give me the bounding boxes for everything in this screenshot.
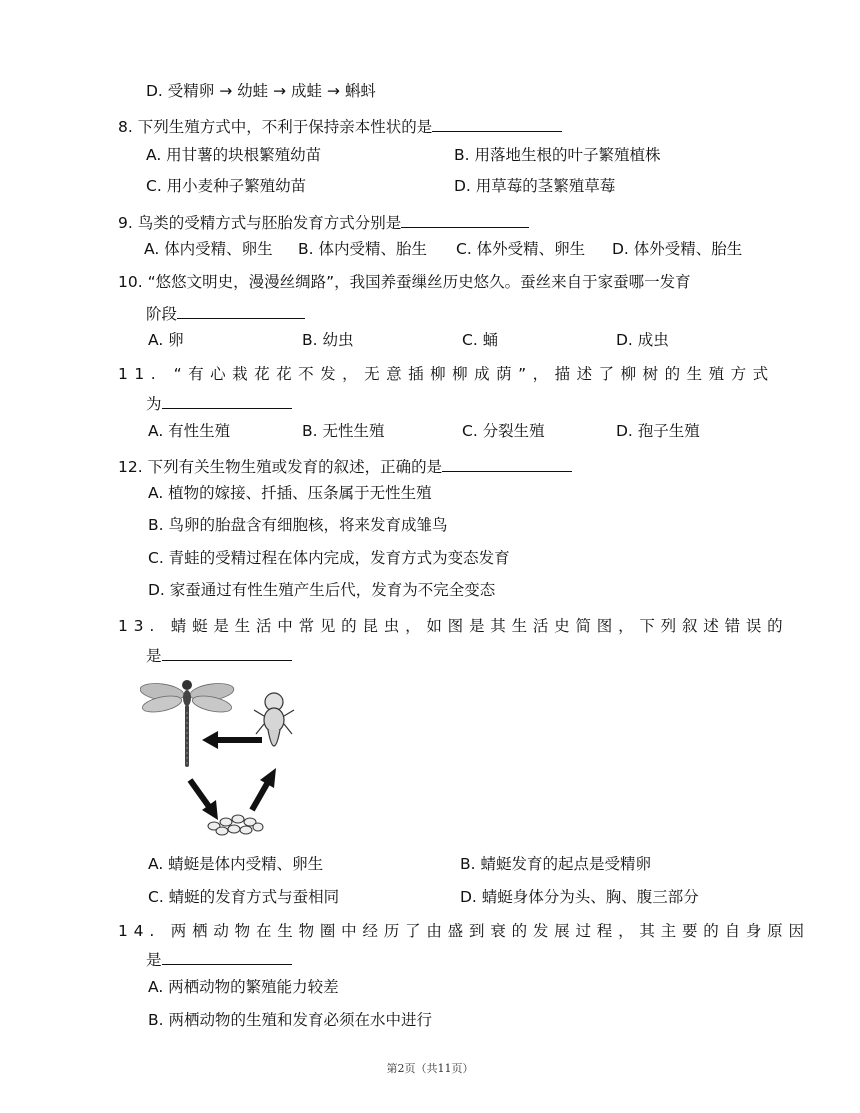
q9-option-a: A. 体内受精、卵生 — [144, 240, 273, 258]
q12-option-b: B. 鸟卵的胎盘含有细胞核，将来发育成雏鸟 — [148, 516, 448, 534]
q13-option-c: C. 蜻蜓的发育方式与蚕相同 — [148, 888, 340, 906]
answer-blank[interactable] — [432, 115, 562, 132]
q11-stem-line2: 为 — [146, 392, 292, 415]
q9-stem: 9. 鸟类的受精方式与胚胎发育方式分别是 — [118, 211, 529, 234]
q14-option-b: B. 两栖动物的生殖和发育必须在水中进行 — [148, 1011, 432, 1029]
arrow-larva-to-adult — [202, 731, 262, 749]
q10-option-b: B. 幼虫 — [302, 331, 354, 349]
q10-stem-line1: 10. “悠悠文明史，漫漫丝绸路”，我国养蚕缫丝历史悠久。蚕丝来自于家蚕哪一发育 — [118, 273, 691, 291]
q10-stem-line2: 阶段 — [146, 302, 305, 325]
q13-option-a: A. 蜻蜓是体内受精、卵生 — [148, 855, 324, 873]
page-footer: 第2页（共11页） — [386, 1062, 474, 1075]
q11-stem-line1: 11. “有心栽花花不发，无意插柳柳成荫”，描述了柳树的生殖方式 — [118, 365, 775, 383]
arrow-eggs-to-larva — [252, 768, 276, 810]
q8-option-a: A. 用甘薯的块根繁殖幼苗 — [146, 146, 322, 164]
answer-blank[interactable] — [177, 302, 305, 319]
q9-option-d: D. 体外受精、胎生 — [612, 240, 743, 258]
q7-option-d: D. 受精卵 → 幼蛙 → 成蛙 → 蝌蚪 — [146, 82, 376, 100]
q8-option-c: C. 用小麦种子繁殖幼苗 — [146, 177, 307, 195]
q11-option-a: A. 有性生殖 — [148, 422, 231, 440]
answer-blank[interactable] — [162, 392, 292, 409]
q9-option-c: C. 体外受精、卵生 — [456, 240, 586, 258]
q9-option-b: B. 体内受精、胎生 — [298, 240, 427, 258]
answer-blank[interactable] — [162, 948, 292, 965]
q11-option-b: B. 无性生殖 — [302, 422, 385, 440]
q10-option-d: D. 成虫 — [616, 331, 669, 349]
q14-stem-line2: 是 — [146, 948, 292, 971]
q12-stem: 12. 下列有关生物生殖或发育的叙述，正确的是 — [118, 455, 572, 478]
q13-stem-line2: 是 — [146, 644, 292, 667]
dragonfly-life-cycle-figure — [140, 672, 305, 844]
q13-option-b: B. 蜻蜓发育的起点是受精卵 — [460, 855, 651, 873]
q8-option-d: D. 用草莓的茎繁殖草莓 — [454, 177, 616, 195]
q12-option-d: D. 家蚕通过有性生殖产生后代，发育为不完全变态 — [148, 581, 496, 599]
q14-stem-line1: 14. 两栖动物在生物圈中经历了由盛到衰的发展过程，其主要的自身原因 — [118, 922, 810, 940]
q10-option-a: A. 卵 — [148, 331, 184, 349]
q10-option-c: C. 蛹 — [462, 331, 499, 349]
arrow-adult-to-eggs — [190, 780, 218, 820]
q8-option-b: B. 用落地生根的叶子繁殖植株 — [454, 146, 661, 164]
q8-stem: 8. 下列生殖方式中，不利于保持亲本性状的是 — [118, 115, 562, 138]
answer-blank[interactable] — [442, 455, 572, 472]
q11-option-d: D. 孢子生殖 — [616, 422, 700, 440]
q14-option-a: A. 两栖动物的繁殖能力较差 — [148, 978, 339, 996]
q12-option-c: C. 青蛙的受精过程在体内完成，发育方式为变态发育 — [148, 549, 510, 567]
answer-blank[interactable] — [162, 644, 292, 661]
answer-blank[interactable] — [401, 211, 529, 228]
q13-stem-line1: 13. 蜻蜓是生活中常见的昆虫，如图是其生活史简图，下列叙述错误的 — [118, 617, 789, 635]
q12-option-a: A. 植物的嫁接、扦插、压条属于无性生殖 — [148, 484, 432, 502]
adult-dragonfly-image — [140, 680, 235, 767]
q11-option-c: C. 分裂生殖 — [462, 422, 545, 440]
q13-option-d: D. 蜻蜓身体分为头、胸、腹三部分 — [460, 888, 699, 906]
